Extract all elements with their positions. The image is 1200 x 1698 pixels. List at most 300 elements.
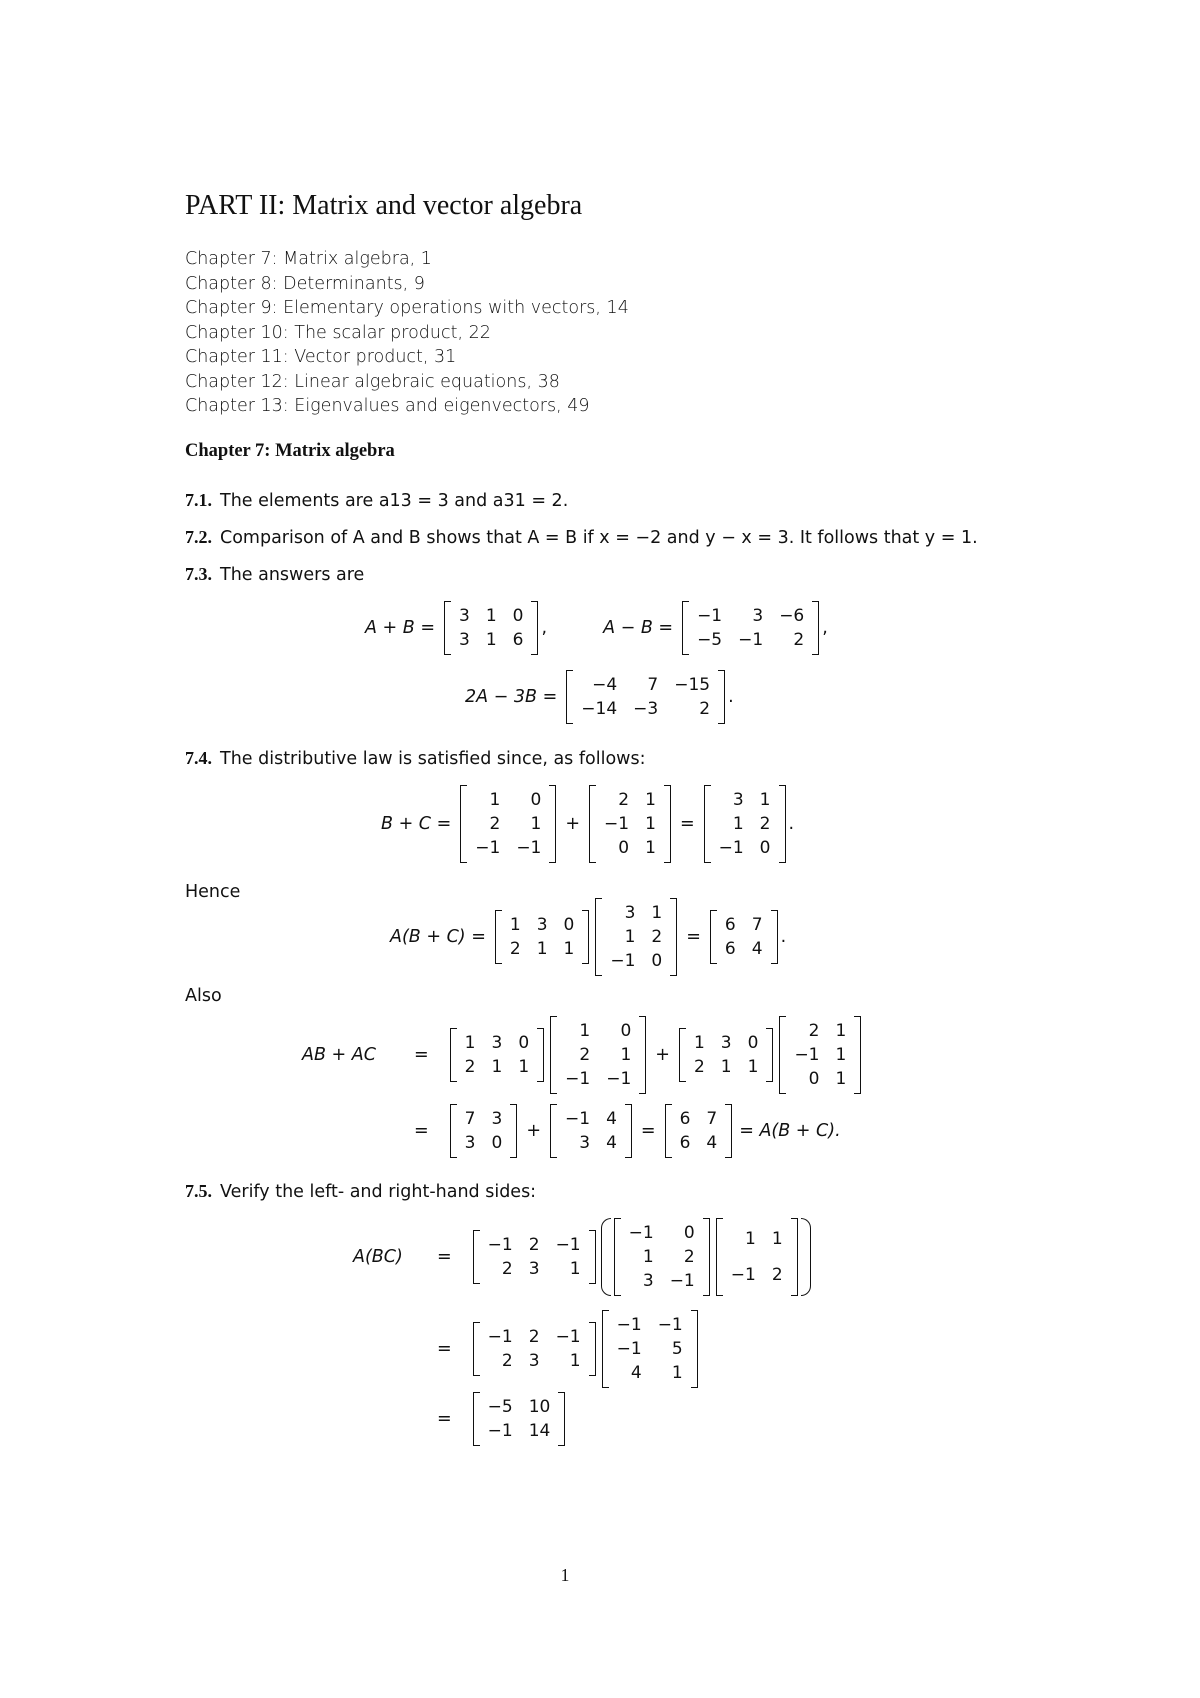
right-bracket (639, 1016, 646, 1094)
matrix-entry: −1 (616, 1315, 642, 1335)
matrix-body (686, 1031, 766, 1079)
left-bracket (444, 601, 451, 655)
matrix-entry: −1 (487, 1421, 513, 1441)
matrix-row (723, 1257, 791, 1293)
equation-a-bc-result (353, 1392, 568, 1446)
matrix-entry: 3 (464, 1133, 476, 1153)
matrix-entry: −1 (628, 1223, 654, 1243)
matrix (460, 785, 556, 863)
right-bracket (854, 1016, 861, 1094)
left-bracket (550, 1104, 557, 1158)
matrix (589, 785, 671, 863)
left-paren (601, 1218, 611, 1296)
matrix (450, 1104, 518, 1158)
matrix-row (502, 937, 582, 961)
matrix-entry: 2 (699, 699, 711, 719)
matrix-entry: 4 (751, 939, 763, 959)
matrix-entry: 2 (489, 814, 501, 834)
matrix-entry: 2 (528, 1235, 540, 1255)
matrix-row (621, 1269, 703, 1293)
matrix-entry: −1 (610, 951, 636, 971)
problem-7-5 (185, 1181, 536, 1202)
matrix-entry: 1 (693, 1033, 705, 1053)
equation-label: B + C = (381, 814, 452, 834)
equation-label: A(B + C) = (390, 927, 486, 947)
matrix-row (557, 1131, 625, 1155)
period: . (780, 927, 787, 947)
matrix-row (557, 1107, 625, 1131)
matrix-row (457, 1055, 537, 1079)
problem-number: 7.5. (185, 1181, 212, 1201)
matrix-entry: 2 (501, 1259, 513, 1279)
matrix-row (711, 836, 779, 860)
matrix-entry: 2 (579, 1045, 591, 1065)
matrix-entry: 10 (528, 1397, 551, 1417)
toc-entry: Chapter 7: Matrix algebra, 1 (185, 249, 432, 269)
matrix-entry: −6 (779, 606, 805, 626)
problem-7-4 (185, 748, 646, 769)
matrix-entry: 1 (536, 939, 548, 959)
matrix-body (786, 1019, 854, 1091)
equals-sign: = (414, 1045, 429, 1065)
matrix-entry: 0 (618, 838, 630, 858)
problem-text: Comparison of A and B shows that A = B if x = −2 and y − x = 3. It follows that y = 1. (220, 528, 978, 548)
matrix-row (557, 1043, 639, 1067)
matrix-row (457, 1131, 511, 1155)
matrix-entry: −3 (633, 699, 659, 719)
matrix-entry: −1 (606, 1069, 632, 1089)
left-bracket (473, 1230, 480, 1284)
left-bracket (495, 910, 502, 964)
matrix-entry: −1 (555, 1327, 581, 1347)
matrix (779, 1016, 861, 1094)
matrix-entry: 0 (491, 1133, 503, 1153)
right-bracket (625, 1104, 632, 1158)
matrix-entry: −1 (565, 1109, 591, 1129)
equals-sign: = (640, 1121, 656, 1141)
matrix-entry: −5 (487, 1397, 513, 1417)
matrix-entry: 1 (563, 939, 575, 959)
problem-text: The answers are (220, 565, 365, 585)
matrix-body (596, 788, 664, 860)
matrix-row (609, 1313, 691, 1337)
matrix-entry: 3 (579, 1133, 591, 1153)
matrix-entry: 0 (530, 790, 542, 810)
matrix-entry: 3 (642, 1271, 654, 1291)
matrix-entry: 0 (563, 915, 575, 935)
problem-number: 7.4. (185, 748, 212, 768)
comma: , (822, 618, 828, 638)
right-bracket (725, 1104, 732, 1158)
matrix (473, 1392, 566, 1446)
left-bracket (589, 785, 596, 863)
matrix-entry: 2 (464, 1057, 476, 1077)
matrix-body (573, 673, 718, 721)
matrix-body (457, 1031, 537, 1079)
left-bracket (602, 1310, 609, 1388)
toc-entry: Chapter 10: The scalar product, 22 (185, 322, 491, 343)
matrix-row (686, 1031, 766, 1055)
matrix (682, 601, 819, 655)
matrix-row (621, 1245, 703, 1269)
matrix-row (502, 913, 582, 937)
matrix-entry: 7 (706, 1109, 718, 1129)
right-bracket (766, 1028, 773, 1082)
matrix-entry: 1 (771, 1229, 783, 1249)
left-bracket (682, 601, 689, 655)
problem-text: The elements are a13 = 3 and a31 = 2. (220, 491, 569, 511)
left-bracket (473, 1322, 480, 1376)
matrix (566, 670, 725, 724)
matrix-entry: −5 (697, 630, 723, 650)
matrix-entry: 3 (528, 1259, 540, 1279)
matrix-entry: 1 (642, 1247, 654, 1267)
matrix-entry: 1 (624, 927, 636, 947)
matrix (473, 1322, 596, 1376)
document-page (185, 0, 1065, 1698)
matrix-entry: 1 (744, 1229, 756, 1249)
matrix-entry: 2 (509, 939, 521, 959)
plus-sign: + (655, 1045, 670, 1065)
right-bracket (703, 1218, 710, 1296)
matrix-entry: −1 (669, 1271, 695, 1291)
matrix-row (467, 788, 549, 812)
matrix-body (717, 913, 771, 961)
equation-label: A − B = (603, 618, 674, 638)
plus-sign: + (565, 814, 581, 834)
matrix (450, 1028, 544, 1082)
equals-sign: = (437, 1247, 452, 1267)
matrix-entry: 2 (771, 1265, 783, 1285)
matrix-row (689, 604, 812, 628)
matrix-entry: 2 (759, 814, 771, 834)
matrix-row (457, 1031, 537, 1055)
matrix-body (467, 788, 549, 860)
matrix-entry: −15 (674, 675, 711, 695)
equals-sign: = (679, 814, 695, 834)
problem-7-2 (185, 527, 978, 548)
matrix-row (602, 901, 670, 925)
also-text: Also (185, 986, 222, 1006)
matrix (614, 1218, 710, 1296)
matrix-entry: 2 (651, 927, 663, 947)
matrix-row (451, 604, 531, 628)
matrix-entry: 5 (671, 1339, 683, 1359)
period: . (728, 687, 734, 707)
matrix-entry: 4 (606, 1109, 617, 1129)
problem-number: 7.2. (185, 527, 212, 547)
matrix-row (451, 628, 531, 652)
matrix-body (457, 1107, 511, 1155)
matrix-entry: 7 (647, 675, 659, 695)
matrix-row (596, 788, 664, 812)
matrix (710, 910, 778, 964)
matrix-entry: 1 (671, 1363, 683, 1383)
matrix-entry: −4 (592, 675, 618, 695)
matrix-entry: −1 (604, 814, 630, 834)
matrix-entry: 1 (645, 814, 656, 834)
matrix-entry: 0 (747, 1033, 759, 1053)
plus-sign: + (526, 1121, 541, 1141)
right-bracket (589, 1322, 596, 1376)
matrix-entry: −1 (475, 838, 501, 858)
matrix-row (480, 1257, 589, 1281)
right-bracket (537, 1028, 544, 1082)
matrix-entry: 2 (501, 1351, 513, 1371)
matrix-body (557, 1019, 639, 1091)
right-bracket (670, 898, 677, 976)
right-bracket (691, 1310, 698, 1388)
matrix-entry: 6 (679, 1109, 691, 1129)
left-bracket (595, 898, 602, 976)
matrix-row (786, 1019, 854, 1043)
matrix (550, 1104, 632, 1158)
matrix (716, 1218, 798, 1296)
matrix-entry: 3 (732, 790, 744, 810)
matrix-entry: 1 (485, 630, 497, 650)
matrix-row (711, 788, 779, 812)
matrix-entry: 3 (624, 903, 636, 923)
matrix-entry: 1 (518, 1057, 530, 1077)
matrix-row (457, 1107, 511, 1131)
matrix-row (573, 673, 718, 697)
matrix-entry: 1 (835, 1069, 847, 1089)
equation-label: 2A − 3B = (465, 687, 558, 707)
equals-sign: = (437, 1339, 452, 1359)
toc-entry: Chapter 11: Vector product, 31 (185, 347, 457, 367)
toc-entry: Chapter 12: Linear algebraic equations, 38 (185, 371, 560, 392)
equation-a-bc (353, 1218, 813, 1296)
matrix-row (467, 836, 549, 860)
matrix (679, 1028, 773, 1082)
matrix-body (502, 913, 582, 961)
matrix-entry: −14 (581, 699, 618, 719)
matrix-entry: 3 (459, 630, 470, 650)
equation-label: A + B = (365, 618, 435, 638)
right-bracket (510, 1104, 517, 1158)
matrix-body (480, 1325, 589, 1373)
matrix-entry: −1 (616, 1339, 642, 1359)
matrix-row (480, 1395, 559, 1419)
left-bracket (614, 1218, 621, 1296)
right-bracket (779, 785, 786, 863)
matrix-entry: 1 (569, 1351, 581, 1371)
matrix-entry: 1 (530, 814, 542, 834)
matrix-entry: 2 (683, 1247, 695, 1267)
right-bracket (558, 1392, 565, 1446)
matrix-entry: −1 (487, 1327, 513, 1347)
matrix-entry: 0 (808, 1069, 820, 1089)
matrix-entry: −1 (730, 1265, 756, 1285)
matrix-body (480, 1395, 559, 1443)
matrix-entry: 3 (720, 1033, 732, 1053)
matrix-entry: 3 (752, 606, 764, 626)
matrix-entry: 4 (606, 1133, 617, 1153)
matrix-entry: 7 (751, 915, 763, 935)
matrix-entry: −1 (718, 838, 744, 858)
equation-ab-plus-ac-result (302, 1104, 847, 1158)
equation-b-plus-c (381, 785, 794, 863)
equation-sum-difference (365, 601, 828, 655)
equation-ab-plus-ac (302, 1016, 864, 1094)
equation-linear-combination (465, 670, 734, 724)
matrix-entry: 1 (569, 1259, 581, 1279)
matrix-entry: −1 (794, 1045, 820, 1065)
right-bracket (664, 785, 671, 863)
matrix-body (672, 1107, 726, 1155)
matrix-entry: 2 (793, 630, 805, 650)
matrix-entry: 1 (732, 814, 744, 834)
right-bracket (589, 1230, 596, 1284)
matrix-entry: 0 (651, 951, 663, 971)
problem-7-3 (185, 564, 364, 585)
right-paren (801, 1218, 811, 1296)
matrix-row (602, 949, 670, 973)
matrix-entry: 1 (747, 1057, 759, 1077)
matrix (473, 1230, 596, 1284)
matrix-entry: 3 (491, 1109, 503, 1129)
matrix-row (480, 1325, 589, 1349)
left-bracket (566, 670, 573, 724)
equation-a-bc-step (353, 1310, 701, 1388)
left-bracket (710, 910, 717, 964)
left-bracket (450, 1104, 457, 1158)
matrix-entry: 14 (528, 1421, 551, 1441)
toc-entry: Chapter 9: Elementary operations with vectors, 14 (185, 298, 629, 318)
matrix-row (711, 812, 779, 836)
left-bracket (473, 1392, 480, 1446)
matrix-entry: 0 (512, 606, 524, 626)
matrix-entry: 6 (679, 1133, 691, 1153)
matrix-entry: 1 (835, 1021, 847, 1041)
matrix-row (786, 1067, 854, 1091)
matrix (550, 1016, 646, 1094)
matrix-entry: 3 (528, 1351, 540, 1371)
matrix-row (689, 628, 812, 652)
matrix-row (480, 1233, 589, 1257)
equation-label: AB + AC (302, 1045, 376, 1065)
left-bracket (716, 1218, 723, 1296)
matrix-row (717, 937, 771, 961)
problem-7-1 (185, 490, 568, 511)
matrix-body (451, 604, 531, 652)
equation-a-times-bc (390, 898, 786, 976)
matrix-entry: 1 (720, 1057, 732, 1077)
right-bracket (718, 670, 725, 724)
matrix-entry: −1 (738, 630, 764, 650)
matrix-entry: 2 (808, 1021, 820, 1041)
hence-text: Hence (185, 882, 241, 902)
matrix-row (557, 1019, 639, 1043)
matrix-row (609, 1337, 691, 1361)
left-bracket (665, 1104, 672, 1158)
matrix-row (686, 1055, 766, 1079)
matrix-row (723, 1221, 791, 1257)
matrix-body (557, 1107, 625, 1155)
matrix-entry: 1 (485, 606, 497, 626)
period: . (788, 814, 795, 834)
matrix-entry: 1 (620, 1045, 632, 1065)
page-number: 1 (560, 1565, 570, 1585)
matrix-row (609, 1361, 691, 1385)
parenthesized-product (601, 1218, 811, 1296)
matrix-entry: −1 (487, 1235, 513, 1255)
matrix-row (717, 913, 771, 937)
toc-entry: Chapter 8: Determinants, 9 (185, 273, 425, 294)
matrix-body (723, 1221, 791, 1293)
matrix-row (621, 1221, 703, 1245)
matrix-body (602, 901, 670, 973)
matrix-entry: 1 (509, 915, 521, 935)
matrix-entry: 4 (630, 1363, 642, 1383)
matrix-entry: 4 (706, 1133, 718, 1153)
matrix-entry: 3 (491, 1033, 503, 1053)
matrix-row (596, 812, 664, 836)
matrix-entry: 7 (464, 1109, 476, 1129)
problem-number: 7.3. (185, 564, 212, 584)
matrix-entry: 3 (459, 606, 470, 626)
matrix-body (480, 1233, 589, 1281)
result-text: = A(B + C). (739, 1121, 841, 1141)
matrix-entry: 6 (724, 915, 736, 935)
matrix (665, 1104, 733, 1158)
chapter-heading: Chapter 7: Matrix algebra (185, 441, 395, 461)
matrix-entry: 1 (645, 838, 656, 858)
right-bracket (791, 1218, 798, 1296)
matrix-body (711, 788, 779, 860)
right-bracket (549, 785, 556, 863)
problem-text: Verify the left- and right-hand sides: (220, 1182, 537, 1202)
matrix-row (557, 1067, 639, 1091)
matrix-entry: −1 (516, 838, 542, 858)
matrix-entry: 6 (724, 939, 736, 959)
matrix-entry: 1 (759, 790, 771, 810)
matrix-row (786, 1043, 854, 1067)
part-title: PART II: Matrix and vector algebra (185, 190, 583, 221)
matrix-entry: 0 (518, 1033, 530, 1053)
matrix (444, 601, 538, 655)
matrix (602, 1310, 698, 1388)
problem-number: 7.1. (185, 490, 212, 510)
matrix-entry: 1 (491, 1057, 503, 1077)
matrix-body (689, 604, 812, 652)
matrix (704, 785, 786, 863)
matrix-row (573, 697, 718, 721)
left-bracket (704, 785, 711, 863)
matrix-entry: 0 (683, 1223, 695, 1243)
matrix-entry: −1 (697, 606, 723, 626)
matrix-body (621, 1221, 703, 1293)
table-of-contents (185, 247, 629, 419)
matrix-entry: 2 (618, 790, 630, 810)
matrix-row (602, 925, 670, 949)
matrix-entry: 0 (759, 838, 771, 858)
left-bracket (679, 1028, 686, 1082)
problem-text: The distributive law is satisfied since, as follows: (220, 749, 646, 769)
matrix-entry: 1 (645, 790, 656, 810)
left-bracket (460, 785, 467, 863)
matrix-entry: 2 (693, 1057, 705, 1077)
comma: , (541, 618, 548, 638)
right-bracket (582, 910, 589, 964)
matrix-entry: 1 (651, 903, 663, 923)
right-bracket (812, 601, 819, 655)
matrix (595, 898, 677, 976)
matrix-entry: 1 (489, 790, 501, 810)
matrix-entry: 6 (512, 630, 524, 650)
left-bracket (550, 1016, 557, 1094)
matrix-row (672, 1107, 726, 1131)
